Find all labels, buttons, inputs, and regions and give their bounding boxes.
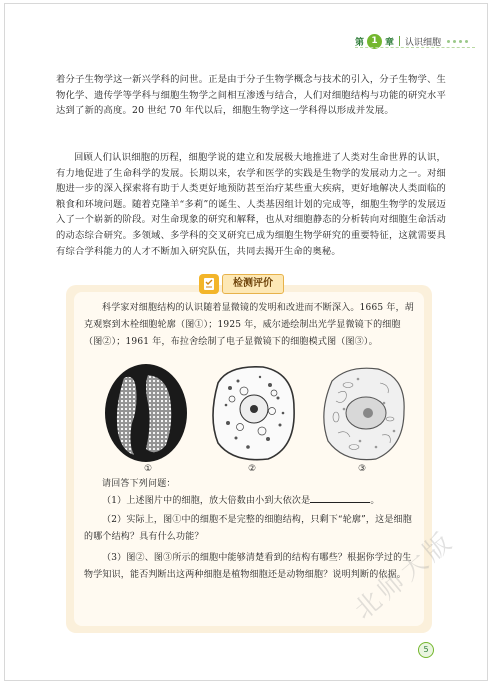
body-paragraph-2: 回顾人们认识细胞的历程，细胞学说的建立和发展极大地推进了人类对生命世界的认识，有力地促进了生命科学的发展。长期以来，农学和医学的实践是生物学的发展动力之一。对细胞进一步的深入探索将有助于人类更好地预防甚至治疗某些重大疾病，更好地解决人类面临的粮食和环境问题。随着克隆羊“多莉”的诞生、人类基因组计划的完成等，细胞生物学的发展迈入了一个崭新的阶段。对生命现象的研究和解释，也从对细胞静态的分析转向对细胞生命活动的动态综合研究。多领域、多学科的交叉研究已成为细胞生物学研究的重要特征，这就需要具有综合学科能力的人才不断加入研究队伍，共同去揭开生命的奥秘。 bbox=[56, 152, 446, 257]
chapter-suffix: 章 bbox=[385, 37, 395, 48]
evaluation-intro: 科学家对细胞结构的认识随着显微镜的发明和改进而不断深入。1665 年，胡克观察到木栓细胞轮廓（图①）；1925 年，威尔逊绘制出光学显微镜下的细胞（图②）；1961 年，布拉舍绘制了电子显微镜下的细胞模式图（图③）。 bbox=[84, 303, 414, 347]
evaluation-title: 检测评价 bbox=[222, 274, 284, 294]
figure-label-2: ② bbox=[248, 464, 257, 474]
chapter-title: 认识细胞 bbox=[405, 37, 442, 48]
header-rule bbox=[355, 47, 475, 48]
figure-label-1: ① bbox=[144, 464, 153, 474]
evaluation-tag bbox=[199, 273, 284, 295]
question-3: （3）图②、图③所示的细胞中能够清楚看到的结构有哪些？根据你学过的生物学知识，能否判断出这两种细胞是植物细胞还是动物细胞？说明判断的依据。 bbox=[84, 553, 412, 580]
header-divider bbox=[399, 36, 400, 46]
publisher-watermark: 北师大版 bbox=[348, 525, 461, 626]
checklist-icon bbox=[199, 274, 219, 294]
figure-electron-microscope-cell bbox=[318, 363, 408, 463]
question-2: （2）实际上，图①中的细胞不是完整的细胞结构，只剩下“轮廓”，这是细胞的哪个结构？具有什么功能？ bbox=[84, 515, 412, 542]
figure-cork-cells bbox=[104, 363, 188, 463]
figure-label-3: ③ bbox=[358, 464, 367, 474]
question-1 bbox=[84, 493, 414, 510]
question-1-text: （1）上述图片中的细胞，放大倍数由小到大依次是 bbox=[102, 496, 311, 506]
figure-light-microscope-cell bbox=[208, 363, 298, 463]
body-paragraph-1: 着分子生物学这一新兴学科的问世。正是由于分子生物学概念与技术的引入，分子生物学、生物化学、遗传学等学科与细胞生物学之间相互渗透与结合，人们对细胞结构与功能的研究水平达到了新的高度。20 世纪 70 年代以后，细胞生物学这一学科得以形成并发展。 bbox=[56, 74, 446, 117]
page-number: 5 bbox=[418, 642, 434, 658]
answer-blank bbox=[310, 493, 370, 503]
question-1-end: 。 bbox=[370, 496, 380, 506]
chapter-number: 1 bbox=[371, 36, 378, 46]
header-dots-decoration bbox=[444, 40, 468, 43]
chapter-prefix: 第 bbox=[355, 37, 365, 48]
question-prompt: 请回答下列问题： bbox=[102, 479, 176, 489]
